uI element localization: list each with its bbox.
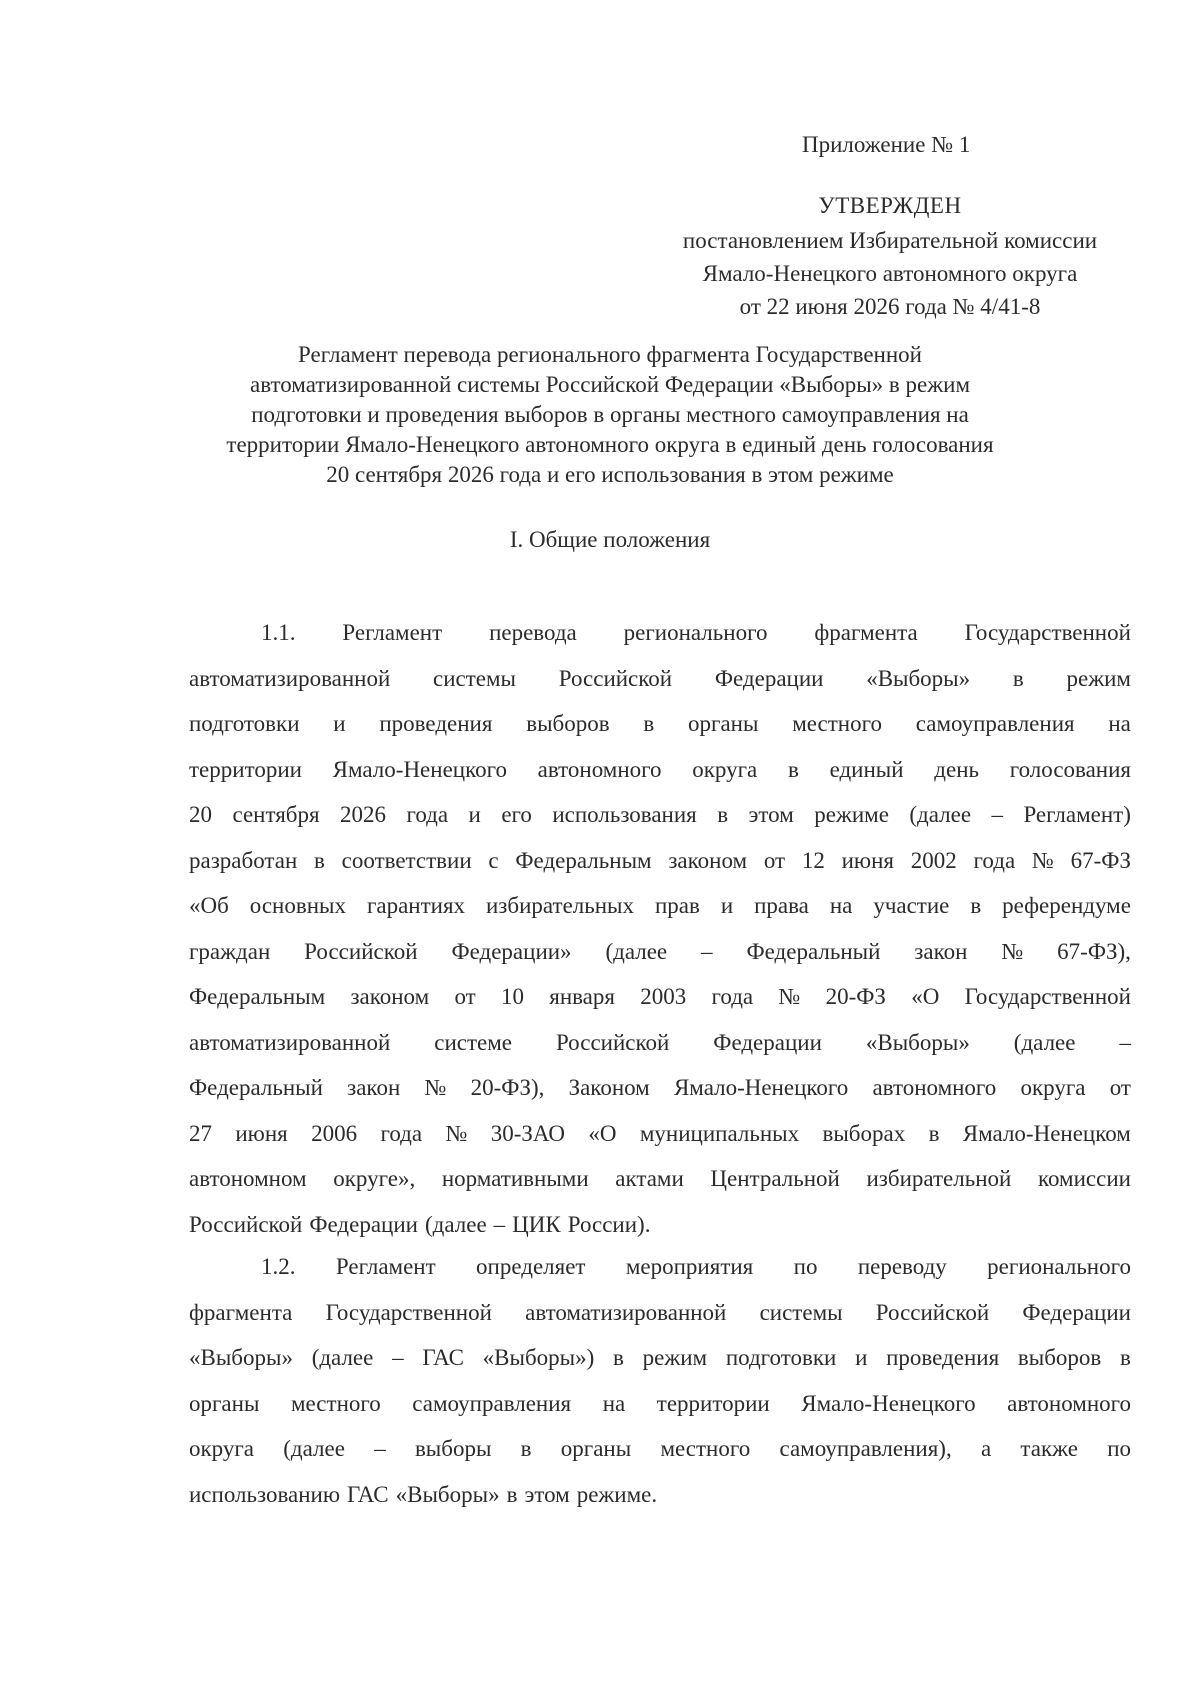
word: июня [235,1120,288,1146]
approval-block [640,188,1140,323]
word: июня [841,847,895,873]
word: законом [350,984,430,1009]
word: использованию [189,1481,341,1507]
word: в [643,711,655,736]
word: выборах [822,1120,906,1146]
word: Ямало-Ненецкого [801,1390,976,1416]
word: «Об [189,893,229,918]
word: референдуме [1002,893,1131,918]
word: автономном [189,1166,307,1191]
paragraph-line [189,1065,1131,1111]
word: Федерации [1022,1299,1131,1325]
word: в [1012,665,1024,691]
word: в [613,1345,624,1370]
word: автономного [537,756,662,782]
word: по [793,1254,818,1279]
word: № [424,1075,447,1100]
word: закон [914,938,968,964]
word: года [380,1120,423,1146]
word: Российской [189,1211,303,1237]
word: Российской [555,1029,670,1055]
word: режим [1066,665,1131,691]
document-title [160,340,1060,490]
paragraph-line [189,610,1131,656]
word: и [468,802,481,827]
word: выборы [414,1436,492,1461]
word: в [717,802,729,827]
title-line: 20 сентября 2026 года и его использования в этом режиме [326,462,894,487]
word: 2026 [340,802,387,827]
word: в [520,1436,532,1461]
word: на [1108,711,1131,736]
word: мероприятия [625,1254,754,1279]
word: 30-ЗАО [490,1120,566,1146]
word: избирательной [866,1166,1012,1191]
word: от [454,984,476,1009]
word: законом [668,847,748,873]
word: автоматизированной [189,665,391,691]
word: № [1001,938,1024,964]
word: «Выборы» [865,1029,970,1055]
word: (далее [424,1211,487,1237]
word: ГАС [347,1481,389,1507]
word: № [445,1120,468,1146]
word: Законом [568,1075,650,1100]
title-line: территории Ямало-Ненецкого автономного округа в единый день голосования [226,432,994,457]
word: 20-ФЗ [825,984,886,1009]
word: 1.2. [261,1254,296,1279]
word: округа [692,756,758,782]
word: муниципальных [639,1120,800,1146]
word: в [1120,1345,1131,1370]
word: самоуправления), [779,1436,952,1461]
word: от [763,847,786,873]
word: округа [189,1436,255,1461]
word: Российской [304,938,418,964]
paragraph-line [189,701,1131,747]
word: Федеральный [189,1075,323,1100]
word: самоуправления [915,711,1075,736]
word: избирательных [486,893,635,918]
word: разработан [189,847,298,873]
word: самоуправления [412,1390,572,1416]
word: – [701,938,713,964]
word: регионального [987,1254,1131,1279]
word: «О [911,984,940,1009]
word: (далее [909,802,972,827]
word: на [602,1390,626,1416]
word: автономного [1007,1390,1131,1416]
word: переводу [857,1254,947,1279]
word: Федерации [309,1211,418,1237]
word: его [501,802,532,827]
word: «Выборы») [482,1345,595,1370]
word: определяет [476,1254,586,1279]
word: день [934,756,979,782]
word: 2003 [640,984,687,1009]
word: округе», [333,1166,416,1191]
word: № [778,984,801,1009]
word: соответствии [341,847,472,873]
paragraph-1-1 [189,610,1131,1247]
word: режиме. [576,1481,658,1507]
word: 1.1. [261,620,296,645]
word: Государственной [964,620,1131,645]
word: Федерации» [451,938,572,964]
word: выборов [1017,1345,1102,1370]
paragraph-line [189,1472,1131,1518]
word: также [1020,1436,1078,1461]
word: (далее [605,938,668,964]
word: местного [660,1436,751,1461]
word: (далее [283,1436,345,1461]
word: – [374,1436,386,1461]
word: автоматизированной [189,1029,391,1055]
word: Российской [558,665,673,691]
word: № [1031,847,1054,873]
word: и [855,1345,868,1370]
word: округа [1020,1075,1086,1100]
word: года [973,847,1016,873]
paragraph-line [189,838,1131,884]
word: органы [688,711,759,736]
word: России). [567,1211,651,1237]
approval-line: Ямало-Ненецкого автономного округа [702,261,1078,286]
word: Регламент [335,1254,436,1279]
word: гарантиях [366,893,466,918]
paragraph-line [189,1111,1131,1157]
word: (далее [311,1345,374,1370]
word: – [392,1345,404,1370]
word: Федеральным [515,847,652,873]
word: Ямало-Ненецком [962,1120,1131,1146]
word: 10 [500,984,524,1009]
word: местного [792,711,882,736]
word: – [991,802,1003,827]
word: выборов [526,711,610,736]
word: 20-ФЗ), [470,1075,545,1100]
word: проведения [886,1345,1000,1370]
word: а [980,1436,992,1461]
word: подготовки [725,1345,837,1370]
paragraph-line [189,1335,1131,1381]
word: января [549,984,615,1009]
word: «Выборы» [189,1345,293,1370]
word: комиссии [1037,1166,1131,1191]
word: фрагмента [189,1299,293,1325]
word: режиме [814,802,889,827]
word: граждан [189,938,271,964]
word: Регламент) [1023,802,1131,827]
word: перевода [489,620,577,645]
word: «Выборы» [866,665,971,691]
word: и [720,893,734,918]
word: (далее [1013,1029,1076,1055]
word: Федеральным [189,984,326,1009]
word: закон [347,1075,401,1100]
word: органы [189,1390,260,1416]
word: режим [642,1345,708,1370]
word: Федеральный [746,938,881,964]
word: территории [189,756,302,782]
title-line: автоматизированной системы Российской Федерации «Выборы» в режим [250,372,970,397]
word: голосования [1009,756,1131,782]
word: Федерации [714,665,824,691]
word: года [711,984,754,1009]
word: участие [873,893,950,918]
paragraph-line [189,1202,1131,1248]
paragraph-line [189,883,1131,929]
word: – [493,1211,506,1237]
word: 12 [801,847,825,873]
approval-line: постановлением Избирательной комиссии [682,228,1098,253]
word: системы [433,665,516,691]
word: основных [249,893,346,918]
word: года [406,802,449,827]
word: от [1109,1075,1131,1100]
word: права [754,893,809,918]
word: и [333,711,346,736]
paragraph-line [189,747,1131,793]
title-line: подготовки и проведения выборов в органы местного самоуправления на [251,402,969,427]
word: сентября [232,802,320,827]
word: проведения [379,711,493,736]
word: в [970,893,982,918]
paragraph-1-2 [189,1244,1131,1517]
word: этом [524,1481,570,1507]
paragraph-line [189,1020,1131,1066]
word: «Выборы» [395,1481,500,1507]
word: подготовки [189,711,300,736]
word: актами [615,1166,684,1191]
word: органы [560,1436,632,1461]
word: – [1119,1029,1131,1055]
paragraph-line [189,1426,1131,1472]
paragraph-line [189,929,1131,975]
word: фрагмента [814,620,918,645]
word: регионального [623,620,768,645]
word: Государственной [325,1299,492,1325]
title-line: Регламент перевода регионального фрагмента Государственной [298,342,922,367]
word: Российской [875,1299,990,1325]
word: 2002 [910,847,957,873]
word: Ямало-Ненецкого [332,756,507,782]
word: ЦИК [512,1211,561,1237]
word: в [314,847,325,873]
word: в [928,1120,940,1146]
word: автоматизированной [525,1299,727,1325]
appendix-label: Приложение № 1 [802,132,971,157]
word: в [506,1481,518,1507]
word: 67-ФЗ [1070,847,1131,873]
word: Регламент [342,620,443,645]
word: Федерации [713,1029,822,1055]
paragraph-line [189,1290,1131,1336]
word: системе [434,1029,512,1055]
section-heading: I. Общие положения [509,527,711,552]
word: нормативными [441,1166,589,1191]
word: 27 [189,1120,212,1146]
paragraph-line [189,1381,1131,1427]
word: системы [759,1299,843,1325]
word: единый [829,756,904,782]
word: этом [748,802,794,827]
approval-line: от 22 июня 2026 года № 4/41-8 [739,294,1041,319]
word: по [1107,1436,1131,1461]
approval-stamp: УТВЕРЖДЕН [818,193,962,218]
word: в [787,756,799,782]
word: территории [656,1390,770,1416]
word: автономного [872,1075,997,1100]
word: местного [290,1390,381,1416]
word: прав [654,893,700,918]
paragraph-line [189,974,1131,1020]
word: Ямало-Ненецкого [673,1075,849,1100]
word: с [488,847,499,873]
word: ГАС [422,1345,464,1370]
paragraph-line [189,656,1131,702]
word: «О [588,1120,617,1146]
word: 2006 [311,1120,358,1146]
paragraph-line [189,1244,1131,1290]
word: 20 [189,802,212,827]
word: Государственной [964,984,1131,1009]
paragraph-line [189,792,1131,838]
paragraph-line [189,1156,1131,1202]
word: на [829,893,853,918]
word: использования [552,802,697,827]
word: Центральной [710,1166,840,1191]
word: 67-ФЗ), [1057,938,1131,964]
